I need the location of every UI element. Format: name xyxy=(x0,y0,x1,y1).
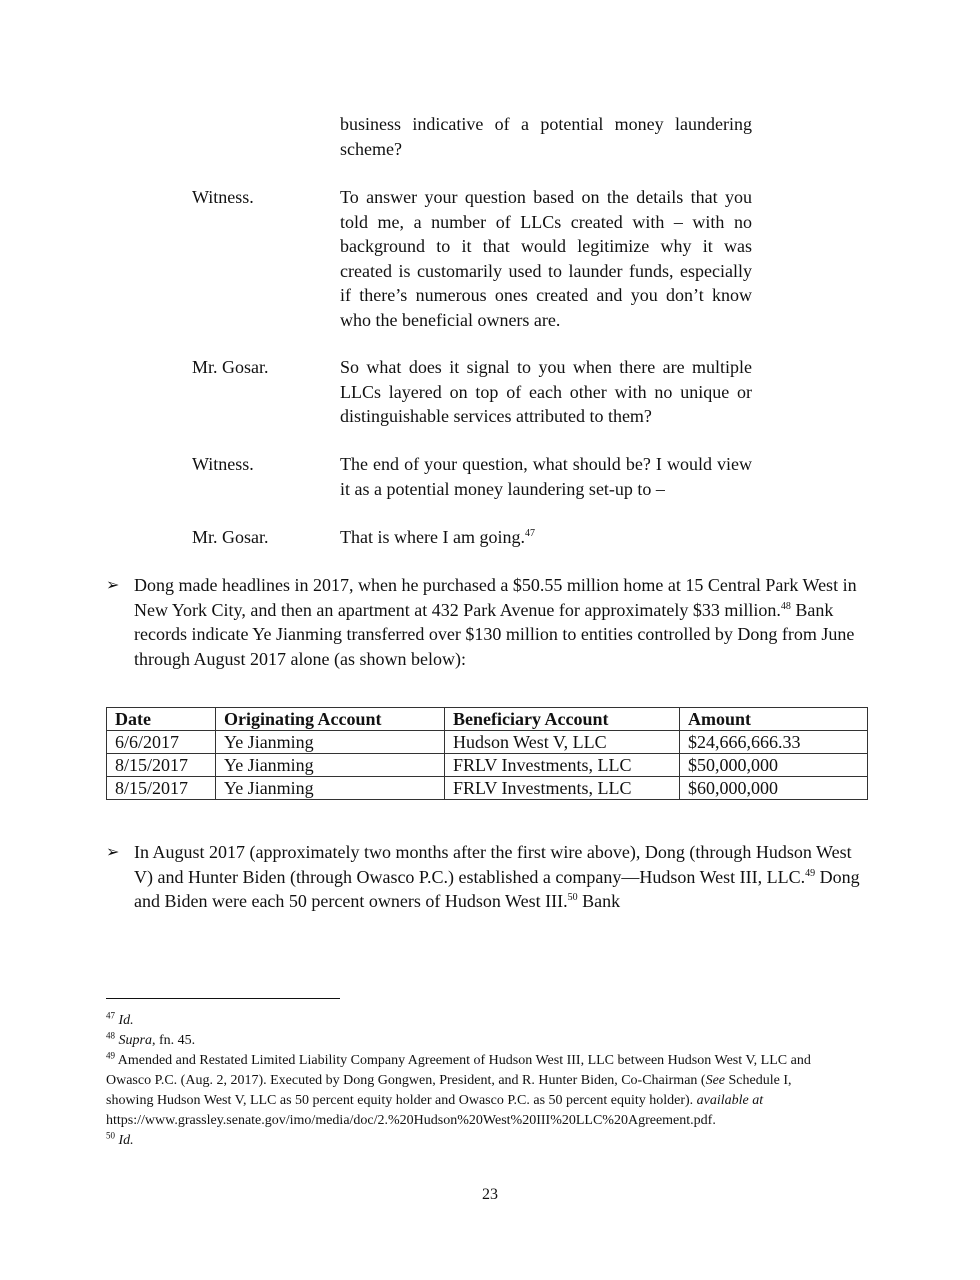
footnote-number: 48 xyxy=(106,1030,115,1041)
speaker-label: Mr. Gosar. xyxy=(192,357,269,377)
table-cell: 8/15/2017 xyxy=(107,777,216,800)
footnote-divider xyxy=(106,998,340,999)
testimony-text: To answer your question based on the details that you told me, a number of LLCs created with – with no background to it that would legitimize why it was created is customarily used to launder funds, especially if there’s numerous ones created and you don’t know who the beneficial owners are. xyxy=(340,187,752,330)
speaker-label: Witness. xyxy=(192,187,254,207)
table-cell: 6/6/2017 xyxy=(107,731,216,754)
column-header: Beneficiary Account xyxy=(445,708,680,731)
bullet-text xyxy=(134,840,866,914)
table-cell: 8/15/2017 xyxy=(107,754,216,777)
table-cell: Ye Jianming xyxy=(216,754,445,777)
footnote-italic: available at xyxy=(696,1093,764,1108)
bullet-text-part: Bank records indicate Ye Jianming transferred over $130 million to entities controlled by Dong from June through August 2017 alone (as shown below): xyxy=(134,599,855,669)
table-cell: FRLV Investments, LLC xyxy=(445,754,680,777)
bullet-point xyxy=(106,573,866,671)
transcript-continuation: business indicative of a potential money laundering scheme? xyxy=(340,114,752,159)
footnote-ref: 50 xyxy=(567,892,578,903)
table-cell: Ye Jianming xyxy=(216,777,445,800)
bullet-text xyxy=(134,573,866,671)
column-header: Amount xyxy=(680,708,868,731)
bullet-text-part: In August 2017 (approximately two months after the first wire above), Dong (through Hudson West V) and Hunter Biden (through Owasco P.C.) established a company—Hudson West III, LLC. xyxy=(134,842,852,887)
column-header: Date xyxy=(107,708,216,731)
arrow-bullet-icon: ➢ xyxy=(106,575,120,594)
speaker-label: Witness. xyxy=(192,454,254,474)
column-header: Originating Account xyxy=(216,708,445,731)
footnote-ref: 49 xyxy=(805,867,816,879)
testimony-text: So what does it signal to you when there are multiple LLCs layered on top of each other with no unique or distinguishable services attributed to them? xyxy=(340,357,752,426)
table-cell: Ye Jianming xyxy=(216,731,445,754)
footnote-italic: Id. xyxy=(118,1013,134,1028)
bullet-point xyxy=(106,840,866,914)
table-cell: FRLV Investments, LLC xyxy=(445,777,680,800)
table-cell: $50,000,000 xyxy=(680,754,868,777)
arrow-bullet-icon: ➢ xyxy=(106,842,120,861)
footnote-text: Amended and Restated Limited Liability Company Agreement of Hudson West III, LLC between Hudson West V, LLC and Owasco P.C. (Aug. 2, 2017). Executed by Dong Gongwen, President, and R. Hunter Biden, Co-Chairman ( xyxy=(106,1053,811,1088)
page-number: 23 xyxy=(482,1186,498,1203)
testimony-text: The end of your question, what should be? I would view it as a potential money laundering set-up to – xyxy=(340,454,752,499)
footnote-number: 47 xyxy=(106,1010,115,1021)
table-row xyxy=(107,731,868,754)
table-row xyxy=(107,777,868,800)
footnote-ref: 47 xyxy=(524,528,535,539)
footnote-italic: Id. xyxy=(118,1133,134,1148)
footnote xyxy=(106,1051,836,1131)
table-cell: $24,666,666.33 xyxy=(680,731,868,754)
footnote-ref: 48 xyxy=(780,600,791,612)
footnote xyxy=(106,1011,836,1031)
bullet-text-part: Dong and Biden were each 50 percent owners of Hudson West III. xyxy=(134,866,860,911)
footnote-number: 49 xyxy=(106,1050,115,1061)
footnotes xyxy=(106,1011,836,1151)
wire-transfer-table xyxy=(106,707,868,800)
footnote-italic: Supra xyxy=(118,1033,152,1048)
table-cell: $60,000,000 xyxy=(680,777,868,800)
footnote xyxy=(106,1131,836,1151)
footnote-number: 50 xyxy=(106,1130,115,1141)
speaker-label: Mr. Gosar. xyxy=(192,527,269,547)
footnote-text: , fn. 45. xyxy=(151,1033,196,1048)
table-row xyxy=(107,754,868,777)
table-cell: Hudson West V, LLC xyxy=(445,731,680,754)
footnote-text: Schedule I, showing Hudson West V, LLC as 50 percent equity holder and Owasco P.C. as 50 percent equity holder). xyxy=(106,1073,792,1108)
table-header-row xyxy=(107,708,868,731)
footnote-italic: See xyxy=(705,1073,726,1088)
footnote-url[interactable]: https://www.grassley.senate.gov/imo/media/doc/2.%20Hudson%20West%20III%20LLC%20Agreement.pdf. xyxy=(106,1113,716,1128)
testimony-text-body: That is where I am going. xyxy=(340,527,525,547)
footnote xyxy=(106,1031,836,1051)
bullet-text-part: Bank xyxy=(577,891,621,911)
bullet-text-part: Dong made headlines in 2017, when he purchased a $50.55 million home at 15 Central Park West in New York City, and then an apartment at 432 Park Avenue for approximately $33 million. xyxy=(134,575,857,620)
testimony-text xyxy=(340,525,752,550)
